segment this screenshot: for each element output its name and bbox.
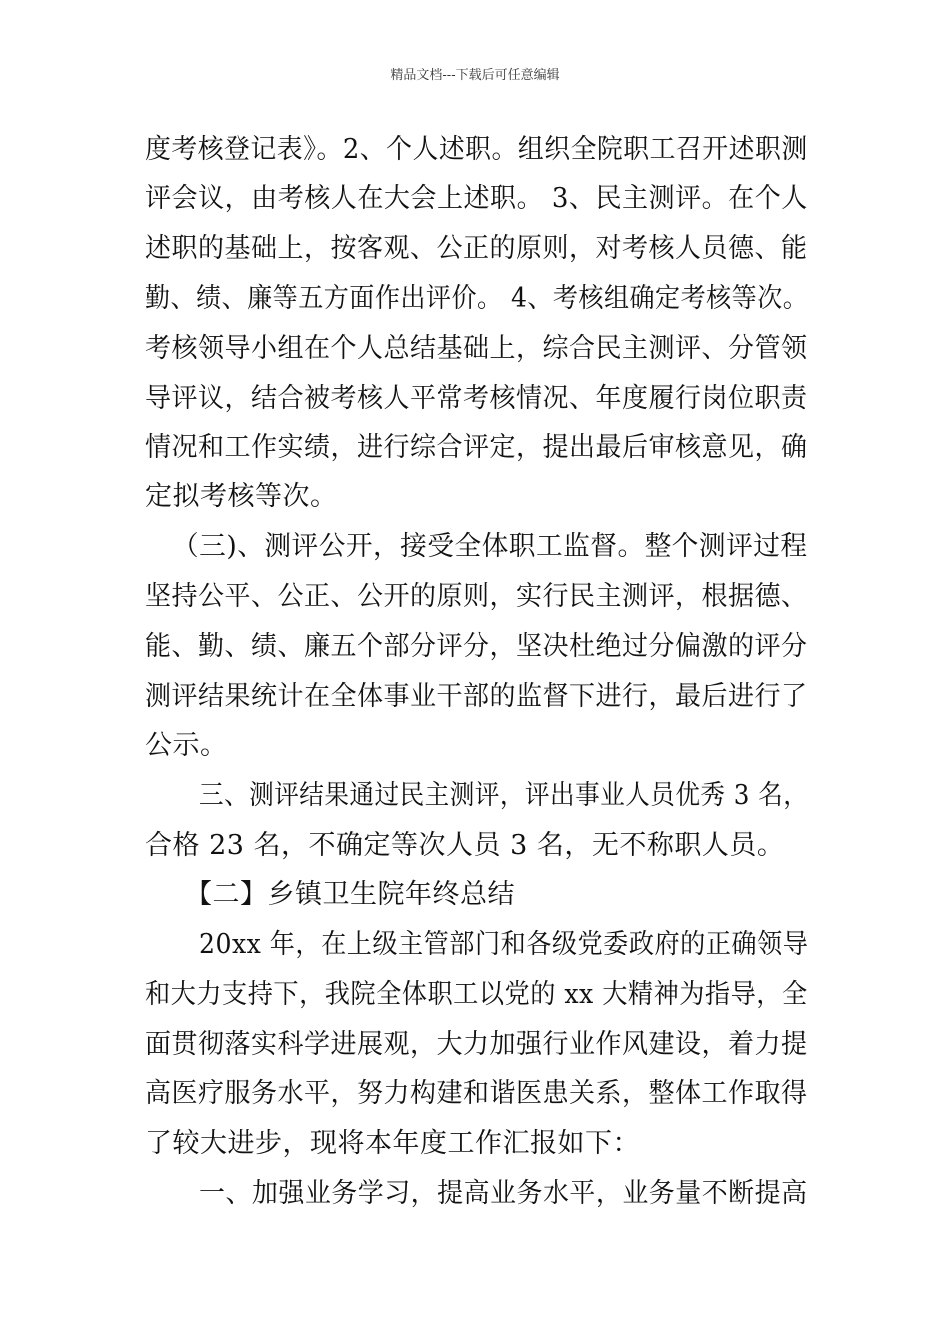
text-line: 和大力支持下，我院全体职工以党的 xx 大精神为指导，全 [145, 979, 808, 1010]
text-line: 了较大进步，现将本年度工作汇报如下： [145, 1128, 640, 1159]
text-line: 勤、绩、廉等五方面作出评价。 4、考核组确定考核等次。 [145, 283, 809, 314]
page-header: 精品文档---下载后可任意编辑 [390, 68, 560, 83]
text-line: 坚持公平、公正、公开的原则，实行民主测评，根据德、 [145, 581, 808, 612]
text-line: 测评结果统计在全体事业干部的监督下进行，最后进行了 [145, 681, 808, 712]
text-line: 20xx 年，在上级主管部门和各级党委政府的正确领导 [199, 929, 809, 960]
text-line: 三、测评结果通过民主测评，评出事业人员优秀 3 名， [199, 780, 809, 811]
text-line: 考核领导小组在个人总结基础上，综合民主测评、分管领 [145, 333, 808, 364]
text-line: （三)、测评公开，接受全体职工监督。整个测评过程 [172, 531, 808, 562]
text-line: 合格 23 名，不确定等次人员 3 名，无不称职人员。 [145, 830, 785, 861]
text-line: 导评议，结合被考核人平常考核情况、年度履行岗位职责 [145, 383, 808, 414]
text-line: 能、勤、绩、廉五个部分评分，坚决杜绝过分偏激的评分 [145, 631, 808, 662]
text-line: 一、加强业务学习，提高业务水平，业务量不断提高 [199, 1178, 808, 1209]
section-heading: 【二】乡镇卫生院年终总结 [185, 879, 515, 910]
text-line: 面贯彻落实科学进展观，大力加强行业作风建设，着力提 [145, 1029, 808, 1060]
text-line: 情况和工作实绩，进行综合评定，提出最后审核意见，确 [145, 432, 808, 463]
text-line: 高医疗服务水平，努力构建和谐医患关系，整体工作取得 [145, 1078, 808, 1109]
text-line: 度考核登记表》。2、个人述职。组织全院职工召开述职测 [145, 134, 808, 165]
text-line: 定拟考核等次。 [145, 481, 338, 512]
text-line: 述职的基础上，按客观、公正的原则，对考核人员德、能 [145, 233, 808, 264]
text-line: 评会议，由考核人在大会上述职。 3、民主测评。在个人 [145, 183, 808, 214]
text-line: 公示。 [145, 730, 228, 761]
